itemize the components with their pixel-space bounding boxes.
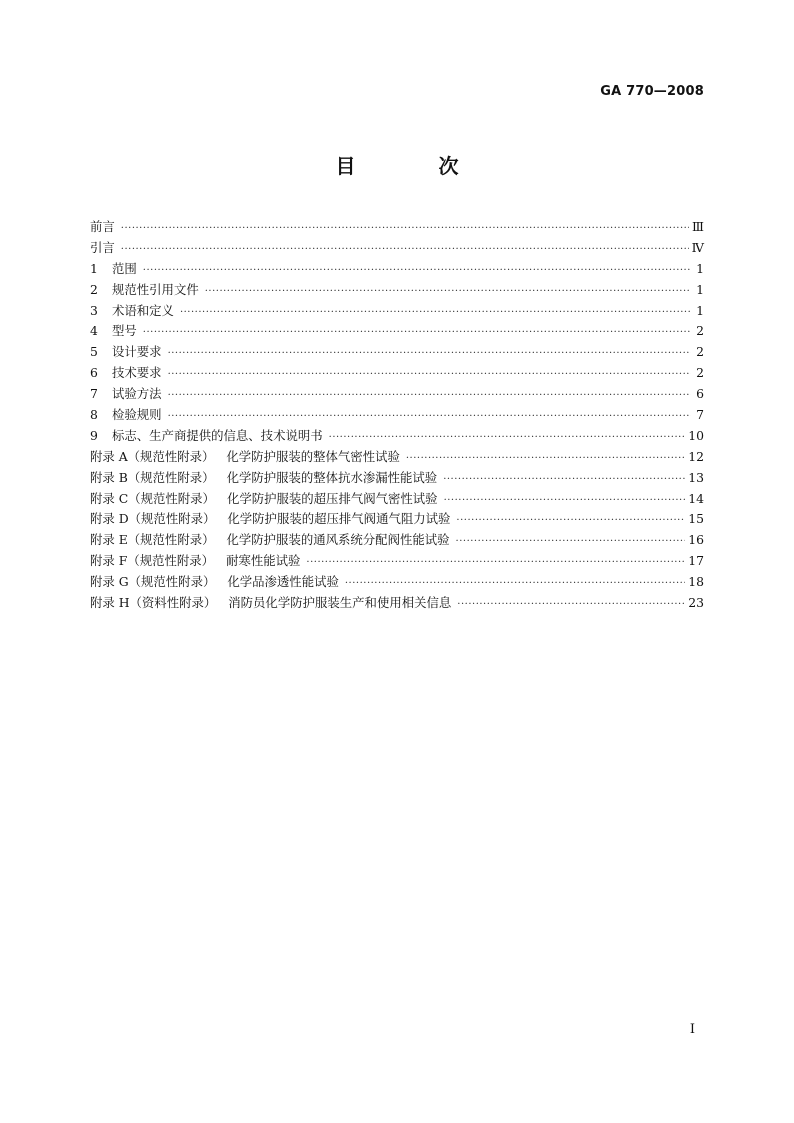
dot-leader [329, 432, 686, 443]
toc-entry[interactable] [90, 447, 704, 468]
dot-leader [306, 557, 685, 568]
toc-entry-title: 化学防护服装的整体抗水渗漏性能试验 [226, 469, 438, 485]
table-of-contents [90, 217, 704, 614]
toc-entry-number: 附录 A（规范性附录） [90, 448, 215, 464]
dot-leader [457, 599, 685, 610]
toc-entry-page: 2 [696, 365, 704, 381]
toc-entry-number: 附录 G（规范性附录） [90, 574, 216, 590]
toc-entry[interactable] [90, 405, 704, 426]
dot-leader [180, 307, 691, 318]
toc-entry-number: 1 [90, 260, 98, 276]
toc-entry-title: 标志、生产商提供的信息、技术说明书 [112, 427, 323, 443]
dot-leader [143, 327, 691, 338]
toc-entry[interactable] [90, 321, 704, 342]
toc-entry-label [90, 259, 137, 277]
toc-entry[interactable] [90, 280, 704, 301]
dot-leader [168, 369, 691, 380]
dot-leader [444, 495, 686, 506]
toc-entry-title: 引言 [90, 239, 115, 255]
toc-entry-label [90, 238, 115, 256]
toc-entry-label [90, 405, 162, 423]
toc-entry-title: 设计要求 [112, 344, 162, 360]
dot-leader [121, 244, 689, 255]
toc-entry-label [90, 530, 450, 548]
toc-entry-label [90, 217, 115, 235]
toc-entry-number: 8 [90, 407, 98, 423]
toc-entry-label [90, 509, 450, 527]
toc-entry-title: 化学品渗透性能试验 [227, 574, 339, 590]
toc-entry-label [90, 301, 174, 319]
page-number: I [689, 1022, 695, 1037]
toc-entry-number: 2 [90, 281, 98, 297]
toc-entry-number: 7 [90, 386, 98, 402]
toc-entry-page: 23 [688, 595, 704, 611]
toc-entry-title: 化学防护服装的通风系统分配阀性能试验 [226, 532, 450, 548]
toc-entry[interactable] [90, 572, 704, 593]
toc-entry[interactable] [90, 489, 704, 510]
toc-entry-page: 1 [696, 281, 704, 297]
toc-entry[interactable] [90, 217, 704, 238]
toc-entry-title: 耐寒性能试验 [226, 553, 301, 569]
dot-leader [168, 348, 691, 359]
toc-entry[interactable] [90, 363, 704, 384]
toc-entry-number: 6 [90, 365, 98, 381]
toc-entry-number: 附录 E（规范性附录） [90, 532, 215, 548]
toc-entry-title: 化学防护服装的超压排气阀气密性试验 [226, 490, 438, 506]
dot-leader [168, 411, 691, 422]
dot-leader [443, 474, 685, 485]
toc-entry-title: 型号 [112, 323, 137, 339]
dot-leader [143, 265, 691, 276]
toc-entry-number: 附录 C（规范性附录） [90, 490, 215, 506]
toc-entry-number: 附录 B（规范性附录） [90, 469, 215, 485]
toc-entry[interactable] [90, 509, 704, 530]
dot-leader [205, 286, 691, 297]
toc-entry-title: 化学防护服装的整体气密性试验 [226, 448, 400, 464]
dot-leader [121, 223, 689, 234]
toc-entry-page: 10 [688, 427, 704, 443]
toc-entry-label [90, 468, 437, 486]
toc-entry-label [90, 363, 162, 381]
toc-entry-page: 14 [688, 490, 704, 506]
toc-entry[interactable] [90, 238, 704, 259]
toc-entry-title: 消防员化学防护服装生产和使用相关信息 [228, 595, 452, 611]
toc-entry-page: 15 [688, 511, 704, 527]
toc-entry-label [90, 280, 199, 298]
toc-entry[interactable] [90, 468, 704, 489]
toc-entry-title: 前言 [90, 219, 115, 234]
toc-entry-number: 4 [90, 323, 98, 339]
toc-entry[interactable] [90, 593, 704, 614]
toc-entry-number: 3 [90, 302, 98, 318]
toc-entry[interactable] [90, 384, 704, 405]
page-title: 目 次 [335, 154, 497, 178]
toc-entry-number: 附录 H（资料性附录） [90, 595, 217, 611]
toc-entry-page: 17 [688, 553, 704, 569]
toc-entry-page: 6 [696, 386, 704, 402]
toc-entry-label [90, 572, 339, 590]
toc-entry-title: 化学防护服装的超压排气阀通气阻力试验 [227, 511, 451, 527]
toc-entry[interactable] [90, 301, 704, 322]
toc-entry-page: 7 [696, 407, 704, 423]
toc-entry-page: 2 [696, 344, 704, 360]
dot-leader [406, 453, 685, 464]
toc-entry-title: 术语和定义 [112, 302, 174, 318]
toc-entry-page: Ⅳ [691, 239, 704, 255]
toc-entry-title: 检验规则 [112, 407, 162, 423]
toc-entry-page: 1 [696, 302, 704, 318]
toc-entry[interactable] [90, 426, 704, 447]
toc-entry-page: Ⅲ [692, 219, 704, 234]
toc-entry[interactable] [90, 530, 704, 551]
toc-entry-label [90, 489, 438, 507]
dot-leader [168, 390, 691, 401]
toc-entry[interactable] [90, 259, 704, 280]
dot-leader [345, 578, 685, 589]
toc-entry-label [90, 342, 162, 360]
toc-entry-label [90, 551, 300, 569]
toc-entry-page: 13 [688, 469, 704, 485]
dot-leader [456, 515, 685, 526]
toc-entry-label [90, 426, 323, 444]
toc-entry-label [90, 384, 162, 402]
toc-entry-label [90, 593, 451, 611]
toc-entry-page: 18 [688, 574, 704, 590]
toc-entry-number: 附录 D（规范性附录） [90, 511, 216, 527]
toc-entry-title: 规范性引用文件 [112, 281, 199, 297]
toc-entry-page: 12 [688, 448, 704, 464]
toc-entry[interactable] [90, 551, 704, 572]
toc-entry-title: 范围 [112, 260, 137, 276]
toc-entry[interactable] [90, 342, 704, 363]
toc-entry-title: 试验方法 [112, 386, 162, 402]
standard-code: GA 770—2008 [600, 84, 704, 99]
toc-entry-number: 9 [90, 427, 98, 443]
dot-leader [456, 536, 686, 547]
toc-entry-label [90, 447, 400, 465]
toc-entry-page: 1 [696, 260, 704, 276]
toc-entry-number: 5 [90, 344, 98, 360]
toc-entry-label [90, 321, 137, 339]
toc-entry-page: 16 [688, 532, 704, 548]
toc-entry-title: 技术要求 [112, 365, 162, 381]
toc-entry-number: 附录 F（规范性附录） [90, 553, 215, 569]
toc-entry-page: 2 [696, 323, 704, 339]
